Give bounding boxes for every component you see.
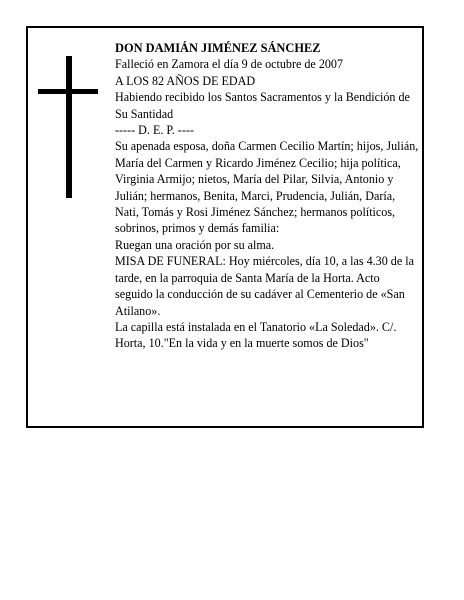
chapel-line: La capilla está instalada en el Tanatorio «La Soledad». C/. Horta, 10."En la vida y en la muerte somos de Dios" (115, 319, 397, 351)
age-line: A LOS 82 AÑOS DE EDAD (115, 73, 256, 88)
cross-horizontal-bar (38, 89, 98, 94)
prayer-line: Ruegan una oración por su alma. (115, 237, 275, 252)
sacraments-line: Habiendo recibido los Santos Sacramentos y la Bendición de Su Santidad (115, 90, 410, 121)
rest-in-peace-line: ----- D. E. P. ---- (115, 123, 194, 138)
latin-cross-icon (38, 56, 98, 198)
death-date-line: Falleció en Zamora el día 9 de octubre de 2007 (115, 57, 344, 72)
cross-vertical-bar (66, 56, 72, 198)
family-paragraph: Su apenada esposa, doña Carmen Cecilio Martín; hijos, Julián, María del Carmen y Ricardo Jiménez Cecilio; hija política, Virginia Armijo; nietos, María del Pilar, Silvia, Antonio y Julián; hermanos, Benita, Marci, Prudencia, Julián, Daría, Nati, Tomás y Rosi Jiménez Sánchez; hermanos políticos, sobrinos, primos y demás familia: (115, 139, 419, 236)
deceased-name: DON DAMIÁN JIMÉNEZ SÁNCHEZ (115, 41, 321, 55)
notice-text-block (115, 40, 419, 352)
obituary-notice (26, 26, 424, 428)
funeral-paragraph: MISA DE FUNERAL: Hoy miércoles, día 10, a las 4.30 de la tarde, en la parroquia de Santa María de la Horta. Acto seguido la conducción de su cadáver al Cementerio de «San Atilano». (115, 254, 414, 318)
